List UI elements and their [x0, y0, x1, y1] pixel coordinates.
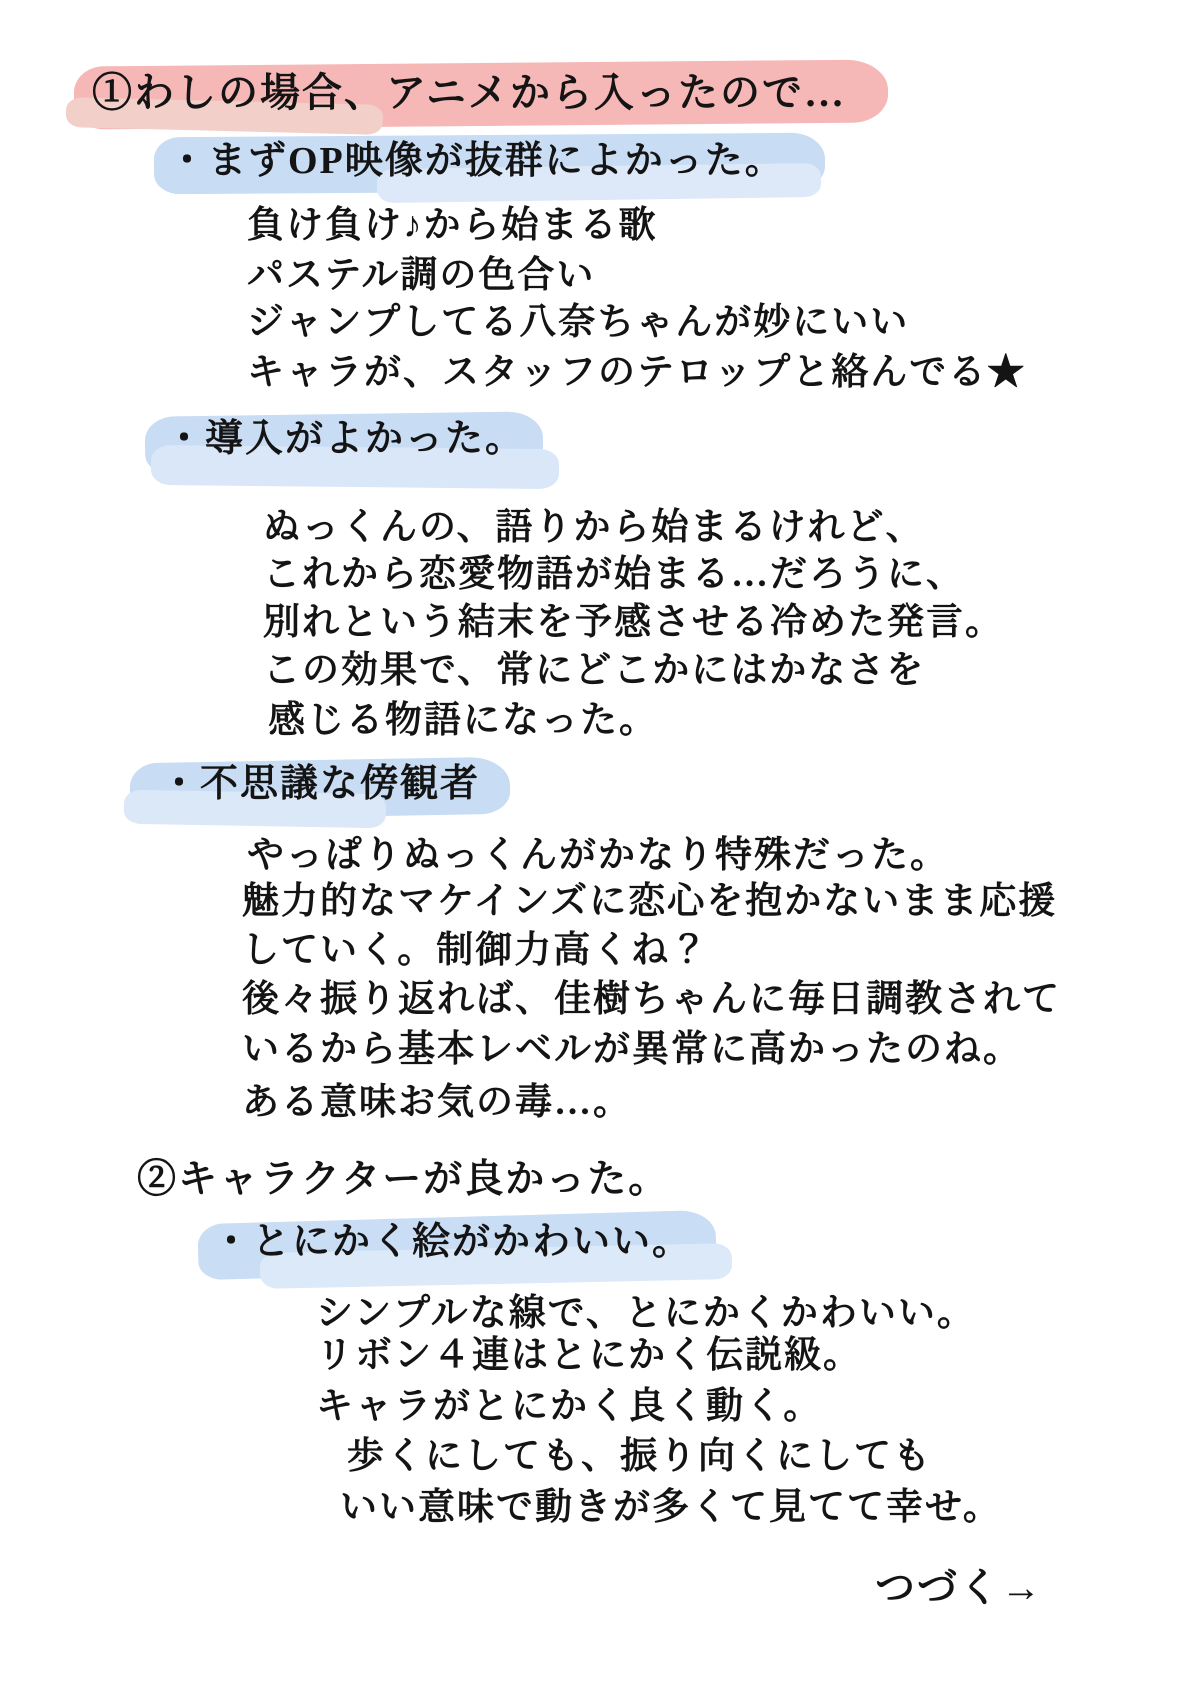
note-line: いるから基本レベルが異常に高かったのね。: [242, 1029, 1022, 1070]
note-line: 負け負け♪から始まる歌: [247, 205, 658, 246]
note-line: 別れという結末を予感させる冷めた発言。: [263, 602, 1004, 643]
note-line: ある意味お気の毒…。: [242, 1082, 632, 1123]
note-line: パステル調の色合い: [247, 255, 596, 296]
note-line: リボン４連はとにかく伝説級。: [316, 1335, 862, 1376]
note-line: 魅力的なマケインズに恋心を抱かないまま応援: [242, 881, 1058, 922]
blue-highlighted-text: ・まずOP映像が抜群によかった。: [168, 140, 785, 182]
bullet-heading-intro: [165, 420, 525, 460]
section-2-heading: ②キャラクターが良かった。: [137, 1158, 670, 1201]
note-subline: 歩くにしても、振り向くにしても: [347, 1436, 932, 1477]
continue-label: つづく→: [875, 1565, 1043, 1610]
bullet-heading-cute-art: [212, 1223, 692, 1263]
note-line: これから恋愛物語が始まる…だろうに、: [263, 554, 965, 595]
blue-highlighted-text: ・不思議な傍観者: [160, 763, 481, 805]
pink-highlighted-text: ①わしの場合、アニメから入ったので…: [92, 70, 846, 115]
bullet-heading-bystander: [160, 765, 480, 805]
note-line: ぬっくんの、語りから始まるけれど、: [263, 507, 925, 548]
note-line: やっぱりぬっくんがかなり特殊だった。: [247, 835, 949, 876]
note-line: キャラがとにかく良く動く。: [316, 1386, 823, 1427]
note-line: していく。制御力高くね？: [242, 930, 710, 971]
bullet-heading-op-visual: [168, 142, 785, 182]
note-line: 後々振り返れば、佳樹ちゃんに毎日調教されて: [242, 979, 1061, 1020]
blue-highlighted-text: ・導入がよかった。: [165, 418, 526, 460]
note-subline: いい意味で動きが多くて見てて幸せ。: [340, 1487, 1002, 1528]
blue-highlighted-text: ・とにかく絵がかわいい。: [212, 1221, 693, 1263]
note-line: ジャンプしてる八奈ちゃんが妙にいい: [247, 302, 910, 343]
note-line: この効果で、常にどこかにはかなさを: [263, 650, 926, 691]
note-line: シンプルな線で、とにかくかわいい。: [316, 1293, 976, 1334]
note-line: 感じる物語になった。: [268, 700, 658, 741]
section-1-heading: [92, 72, 846, 114]
note-line: キャラが、スタッフのテロップと絡んでる★: [247, 352, 1027, 393]
